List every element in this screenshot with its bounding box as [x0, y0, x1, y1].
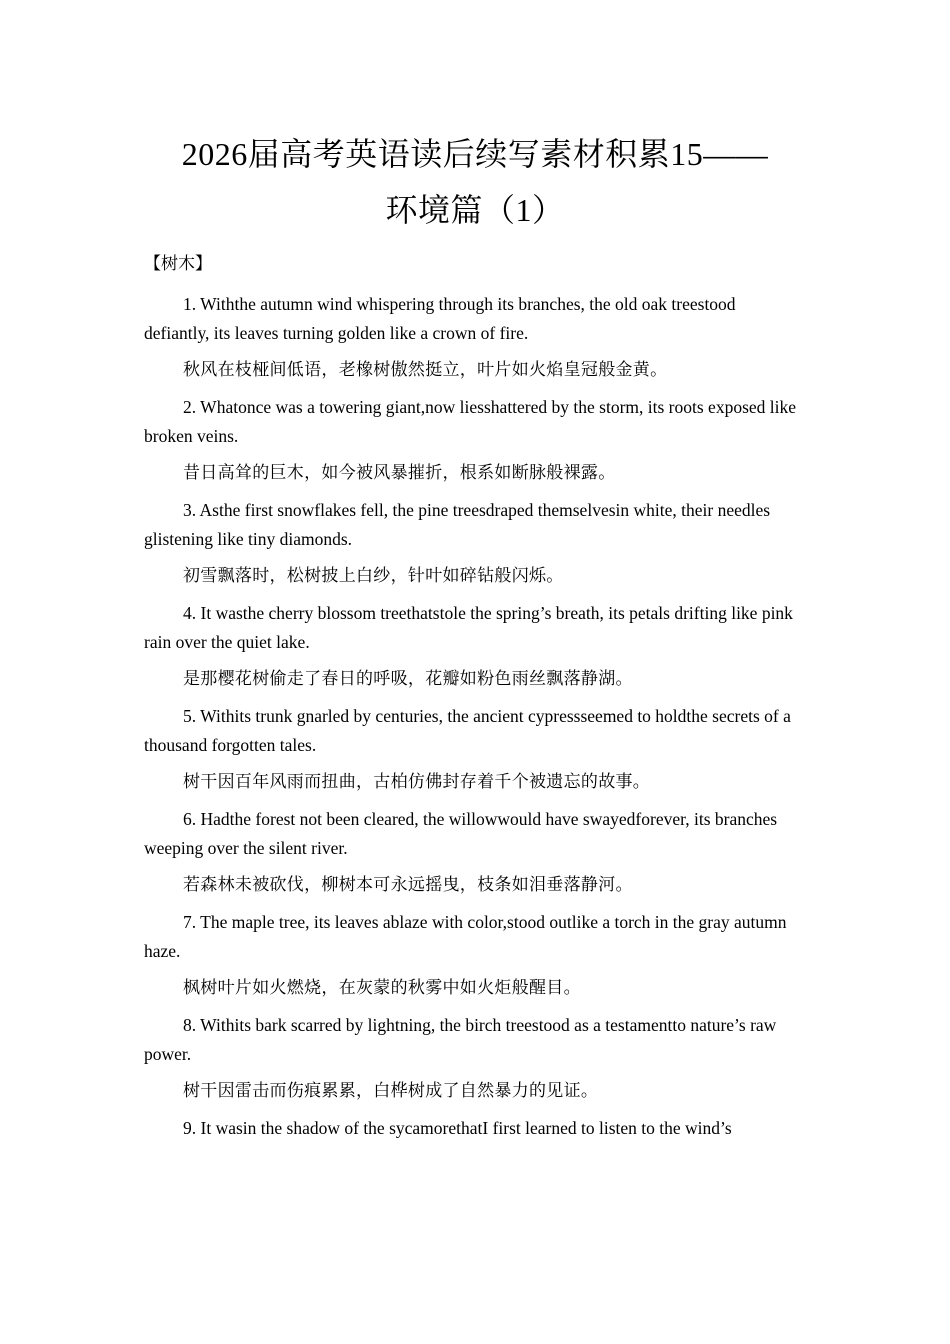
entry-3-english: 3. Asthe first snowflakes fell, the pine treesdraped themselvesin white, their needles glistening like tiny diamonds.: [144, 500, 771, 549]
entry-list: [144, 290, 804, 1150]
entry-8-english: 8. Withits bark scarred by lightning, the birch treestood as a testamentto nature’s raw power.: [144, 1015, 777, 1064]
entry-7-chinese: 枫树叶片如火燃烧，在灰蒙的秋雾中如火炬般醒目。: [183, 978, 581, 997]
entry-1-chinese: 秋风在枝桠间低语，老橡树傲然挺立，叶片如火焰皇冠般金黄。: [183, 360, 668, 379]
entry-5-chinese: 树干因百年风雨而扭曲，古柏仿佛封存着千个被遗忘的故事。: [183, 772, 651, 791]
document-title-line-1: 2026届高考英语读后续写素材积累15——: [181, 136, 769, 172]
entry-8-chinese: 树干因雷击而伤痕累累，白桦树成了自然暴力的见证。: [183, 1081, 599, 1100]
entry-6-english: 6. Hadthe forest not been cleared, the willowwould have swayedforever, its branches weeping over the silent river.: [144, 809, 778, 858]
entry-2-chinese: 昔日高耸的巨木，如今被风暴摧折，根系如断脉般裸露。: [183, 463, 616, 482]
entry-5-english: 5. Withits trunk gnarled by centuries, the ancient cypressseemed to holdthe secrets of a thousand forgotten tales.: [144, 706, 791, 755]
section-heading-trees: 【树木】: [144, 254, 212, 273]
entry-2-english: 2. Whatonce was a towering giant,now liesshattered by the storm, its roots exposed like broken veins.: [144, 397, 797, 446]
entry-9-english: 9. It wasin the shadow of the sycamorethatI first learned to listen to the wind’s: [183, 1118, 732, 1138]
entry-3-chinese: 初雪飘落时，松树披上白纱，针叶如碎钻般闪烁。: [183, 566, 564, 585]
entry-6-chinese: 若森林未被砍伐，柳树本可永远摇曳，枝条如泪垂落静河。: [183, 875, 633, 894]
entry-4-english: 4. It wasthe cherry blossom treethatstole the spring’s breath, its petals drifting like pink rain over the quiet lake.: [144, 603, 793, 652]
entry-1-english: 1. Withthe autumn wind whispering through its branches, the old oak treestood defiantly, its leaves turning golden like a crown of fire.: [144, 294, 736, 343]
entry-7-english: 7. The maple tree, its leaves ablaze with color,stood outlike a torch in the gray autumn haze.: [144, 912, 787, 961]
entry-4-chinese: 是那樱花树偷走了春日的呼吸，花瓣如粉色雨丝飘落静湖。: [183, 669, 633, 688]
document-title-line-2: 环境篇（1）: [385, 192, 565, 228]
